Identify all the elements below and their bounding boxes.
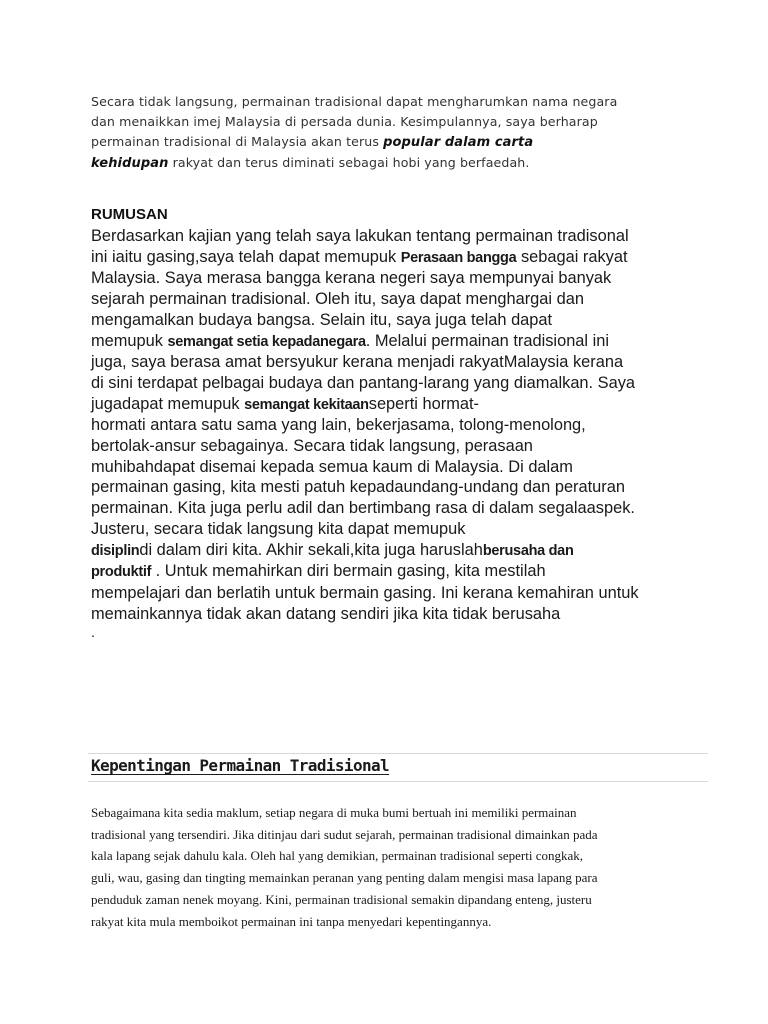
- trailing-period: .: [91, 624, 95, 640]
- rumusan-line: [91, 561, 731, 583]
- intro-line-4: [91, 153, 691, 174]
- rumusan-line: permainan gasing, kita mesti patuh kepadaundang-undang dan peraturan: [91, 478, 625, 497]
- section-divider-bottom: [88, 781, 708, 782]
- section-line: guli, wau, gasing dan tingting memainkan peranan yang penting dalam mengisi masa lapang para: [91, 870, 598, 886]
- intro-paragraph: [91, 92, 691, 174]
- rumusan-text: . Untuk memahirkan diri bermain gasing, kita mestilah: [151, 562, 546, 581]
- rumusan-text: jugadapat memupuk: [91, 394, 245, 413]
- bold-disiplin: disiplin: [91, 542, 140, 559]
- rumusan-line: hormati antara satu sama yang lain, bekerjasama, tolong-menolong,: [91, 416, 586, 435]
- section-line: rakyat kita mula memboikot permainan ini tanpa menyedari kepentingannya.: [91, 913, 492, 929]
- bold-perasaan-bangga: Perasaan bangga: [400, 249, 517, 266]
- intro-line-3-text: permainan tradisional di Malaysia akan terus: [91, 134, 384, 149]
- intro-emphasis-kehidupan: kehidupan: [91, 156, 169, 171]
- intro-line-1: Secara tidak langsung, permainan tradisional dapat mengharumkan nama negara: [91, 94, 618, 109]
- rumusan-line: mengamalkan budaya bangsa. Selain itu, saya juga telah dapat: [91, 310, 553, 329]
- intro-line-3: [91, 132, 691, 153]
- section-paragraph: [91, 802, 691, 932]
- rumusan-line: permainan. Kita juga perlu adil dan bertimbang rasa di dalam segalaaspek.: [91, 499, 635, 518]
- rumusan-line: Berdasarkan kajian yang telah saya lakukan tentang permainan tradisonal: [91, 227, 629, 245]
- rumusan-line: memainkannya tidak akan datang sendiri jika kita tidak berusaha: [91, 604, 561, 623]
- rumusan-line: Justeru, secara tidak langsung kita dapat memupuk: [91, 519, 466, 538]
- rumusan-text: sebagai rakyat: [516, 247, 628, 266]
- rumusan-line: muhibahdapat disemai kepada semua kaum di Malaysia. Di dalam: [91, 457, 573, 476]
- rumusan-line: [91, 247, 731, 269]
- rumusan-text: memupuk: [91, 331, 168, 350]
- rumusan-line: Malaysia. Saya merasa bangga kerana negeri saya mempunyai banyak: [91, 269, 612, 288]
- rumusan-line: di sini terdapat pelbagai budaya dan pantang-larang yang diamalkan. Saya: [91, 373, 636, 392]
- rumusan-paragraph: [91, 226, 731, 624]
- bold-semangat-kekitaan: semangat kekitaan: [244, 396, 369, 413]
- intro-line-2: dan menaikkan imej Malaysia di persada dunia. Kesimpulannya, saya berharap: [91, 114, 598, 129]
- intro-line-4-text: rakyat dan terus diminati sebagai hobi yang berfaedah.: [168, 155, 530, 170]
- rumusan-text: ini iaitu gasing,saya telah dapat memupuk: [91, 247, 401, 266]
- rumusan-line: [91, 331, 731, 353]
- section-line: Sebagaimana kita sedia maklum, setiap negara di muka bumi bertuah ini memiliki permainan: [91, 805, 577, 820]
- rumusan-line: sejarah permainan tradisional. Oleh itu, saya dapat menghargai dan: [91, 290, 584, 309]
- rumusan-line: bertolak-ansur sebagainya. Secara tidak langsung, perasaan: [91, 437, 533, 456]
- section-line: penduduk zaman nenek moyang. Kini, permainan tradisional semakin dipandang enteng, justeru: [91, 891, 592, 907]
- rumusan-line: mempelajari dan berlatih untuk bermain gasing. Ini kerana kemahiran untuk: [91, 583, 639, 602]
- section-line: tradisional yang tersendiri. Jika ditinjau dari sudut sejarah, permainan tradisional dimainkan pada: [91, 826, 598, 842]
- rumusan-text: di dalam diri kita. Akhir sekali,kita juga haruslah: [139, 540, 483, 559]
- rumusan-line: [91, 394, 731, 416]
- rumusan-heading: RUMUSAN: [91, 206, 168, 223]
- rumusan-line: [91, 540, 731, 562]
- section-heading: Kepentingan Permainan Tradisional: [91, 756, 390, 775]
- rumusan-text: seperti hormat-: [368, 394, 479, 413]
- rumusan-text: . Melalui permainan tradisional ini: [365, 331, 610, 350]
- section-line: kala lapang sejak dahulu kala. Oleh hal yang demikian, permainan tradisional seperti congkak,: [91, 848, 584, 864]
- rumusan-line: juga, saya berasa amat bersyukur kerana menjadi rakyatMalaysia kerana: [91, 353, 624, 372]
- bold-produktif: produktif: [91, 564, 152, 581]
- bold-berusaha-dan: berusaha dan: [482, 542, 574, 559]
- bold-semangat-setia: semangat setia kepadanegara: [167, 333, 366, 350]
- intro-emphasis-popular: popular dalam carta: [383, 135, 534, 150]
- section-divider-top: [88, 753, 708, 754]
